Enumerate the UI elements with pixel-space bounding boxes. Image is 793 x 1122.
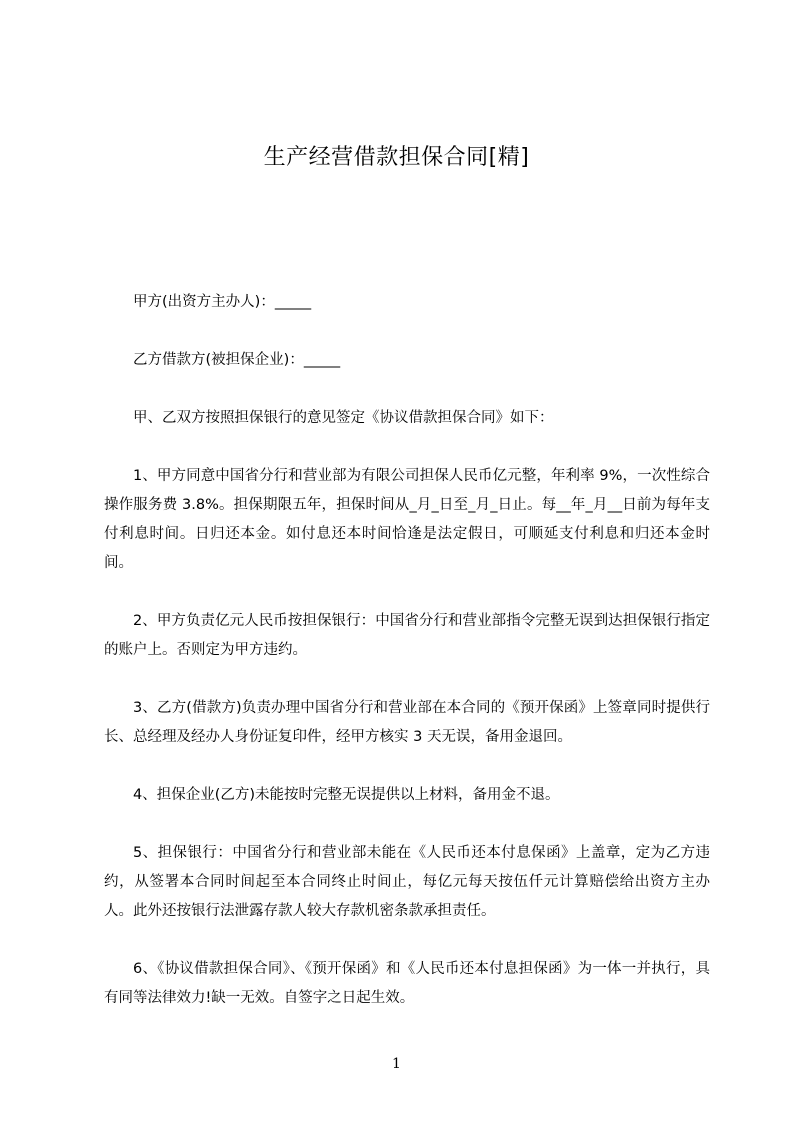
clause-2: 2、甲方负责亿元人民币按担保银行：中国省分行和营业部指令完整无误到达担保银行指定的账户上。否则定为甲方违约。 [104,613,710,658]
agreement-intro: 甲、乙双方按照担保银行的意见签定《协议借款担保合同》如下： [133,410,554,426]
clause-1: 1、甲方同意中国省分行和营业部为有限公司担保人民币亿元整，年利率 9%，一次性综合操作服务费 3.8%。担保期限五年，担保时间从_月_日至_月_日止。每__年_月__日前为每年支付利息时间。日归还本金。如付息还本时间恰逢是法定假日，可顺延支付利息和归还本金时间。 [104,468,710,571]
clause-3: 3、乙方(借款方)负责办理中国省分行和营业部在本合同的《预开保函》上签章同时提供行长、总经理及经办人身份证复印件，经甲方核实 3 天无误，备用金退回。 [104,700,710,745]
clause-5: 5、担保银行：中国省分行和营业部未能在《人民币还本付息保函》上盖章，定为乙方违约，从签署本合同时间起至本合同终止时间止，每亿元每天按伍仟元计算赔偿给出资方主办人。此外还按银行法泄露存款人较大存款机密条款承担责任。 [104,845,710,919]
contract-body [104,288,710,1013]
clause-4: 4、担保企业(乙方)未能按时完整无误提供以上材料，备用金不退。 [133,787,560,803]
page-number: 1 [392,1056,401,1072]
clause-6: 6、《协议借款担保合同》、《预开保函》和《人民币还本付息担保函》为一体一并执行，具有同等法律效力!缺一无效。自签字之日起生效。 [104,961,710,1006]
party-a-line: 甲方(出资方主办人)：_____ [133,294,312,310]
document-title: 生产经营借款担保合同[精] [263,145,530,170]
party-b-line: 乙方借款方(被担保企业)：_____ [133,352,341,368]
